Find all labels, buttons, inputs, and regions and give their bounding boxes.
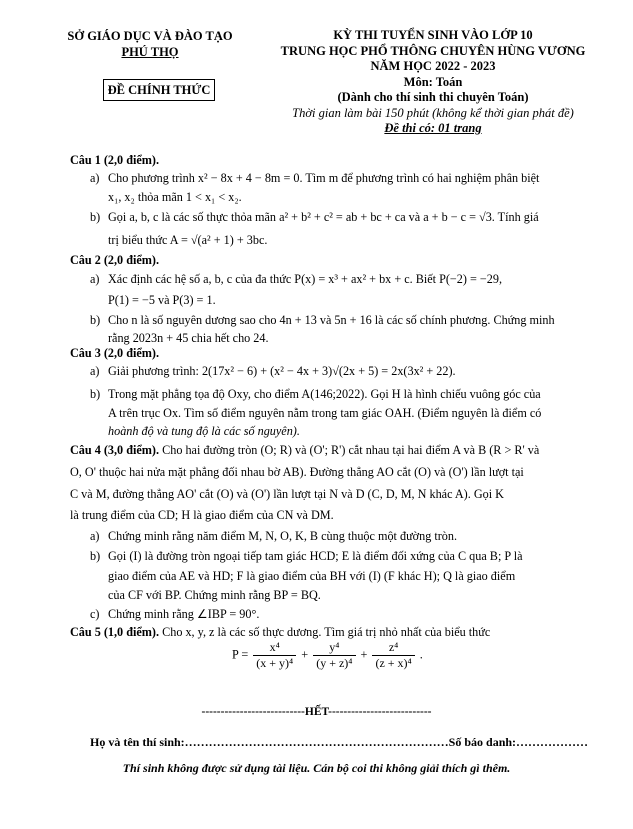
header-right bbox=[258, 28, 608, 137]
time-limit: Thời gian làm bài 150 phút (không kể thời gian phát đề) bbox=[292, 105, 574, 120]
school-year: NĂM HỌC 2022 - 2023 bbox=[370, 59, 496, 73]
department-name: SỞ GIÁO DỤC VÀ ĐÀO TẠO bbox=[67, 29, 233, 43]
fraction-1 bbox=[253, 640, 296, 671]
q5-title: Câu 5 (1,0 điểm). bbox=[70, 625, 160, 639]
q4-text-4: là trung điểm của CD; H là giao điểm của CN và DM. bbox=[70, 508, 334, 522]
q1b-label: b) bbox=[90, 210, 101, 224]
formula-end: . bbox=[419, 647, 423, 662]
q5-text-1: Cho x, y, z là các số thực dương. Tìm giá trị nhỏ nhất của biểu thức bbox=[159, 625, 491, 639]
q1b-text-2: trị biểu thức A = √(a² + 1) + 3bc. bbox=[108, 233, 268, 247]
q2a-text-2: P(1) = −5 và P(3) = 1. bbox=[108, 293, 216, 307]
q3b-text-2: A trên trục Ox. Tìm số điểm nguyên nằm trong tam giác OAH. (Điểm nguyên là điểm có bbox=[108, 406, 542, 420]
q1a-text-2: x₁, x₂ thỏa mãn 1 < x₁ < x₂. bbox=[108, 190, 242, 204]
q5-line-1 bbox=[70, 625, 633, 640]
q1a-text-1: Cho phương trình x² − 8x + 4 − 8m = 0. Tìm m để phương trình có hai nghiệm phân biệt bbox=[108, 171, 540, 185]
q4b-text-2: giao điểm của AE và HD; F là giao điểm của BH với (I) (F khác H); Q là giao điểm bbox=[108, 569, 516, 583]
fraction-2 bbox=[313, 640, 355, 671]
q1b-text-1: Gọi a, b, c là các số thực thỏa mãn a² + b² + c² = ab + bc + ca và a + b − c = √3. Tính giá bbox=[108, 210, 539, 224]
q4a-label: a) bbox=[90, 529, 100, 543]
plus-sign-2: + bbox=[360, 647, 368, 662]
fraction-2-numerator: y⁴ bbox=[313, 640, 355, 656]
fraction-3-numerator: z⁴ bbox=[372, 640, 414, 656]
q5-formula bbox=[232, 640, 423, 671]
q3b-text-3: hoành độ và tung độ là các số nguyên). bbox=[108, 424, 300, 438]
q4c-text-1: Chứng minh rằng ∠IBP = 90°. bbox=[108, 607, 260, 621]
fraction-2-denominator: (y + z)⁴ bbox=[316, 656, 353, 670]
subject: Môn: Toán bbox=[403, 74, 463, 89]
q4-text-1: Cho hai đường tròn (O; R) và (O'; R') cắt nhau tại hai điểm A và B (R > R' và bbox=[159, 443, 540, 457]
exam-title: KỲ THI TUYỂN SINH VÀO LỚP 10 bbox=[333, 28, 533, 42]
q2-title: Câu 2 (2,0 điểm). bbox=[70, 253, 160, 267]
q4b-text-1: Gọi (I) là đường tròn ngoại tiếp tam giác HCD; E là điểm đối xứng của C qua B; P là bbox=[108, 549, 523, 563]
q4-title: Câu 4 (3,0 điểm). bbox=[70, 443, 160, 457]
province-name: PHÚ THỌ bbox=[121, 45, 179, 59]
q4b-text-3: của CF với BP. Chứng minh rằng BP = BQ. bbox=[108, 588, 321, 602]
formula-lhs: P = bbox=[232, 647, 249, 662]
page-count: Đề thi có: 01 trang bbox=[384, 121, 482, 135]
q1-title: Câu 1 (2,0 điểm). bbox=[70, 153, 160, 167]
q4c-label: c) bbox=[90, 607, 100, 621]
q4-text-2: O, O' thuộc hai nửa mặt phẳng đối nhau bờ AB). Đường thẳng AO cắt (O) và (O') lần lượt tại bbox=[70, 465, 524, 479]
q4b-label: b) bbox=[90, 549, 101, 563]
official-exam-box: ĐỀ CHÍNH THỨC bbox=[103, 79, 215, 101]
audience: (Dành cho thí sinh thi chuyên Toán) bbox=[337, 90, 529, 104]
q2b-text-2: rằng 2023n + 45 chia hết cho 24. bbox=[108, 331, 269, 345]
q2b-label: b) bbox=[90, 313, 101, 327]
fraction-1-denominator: (x + y)⁴ bbox=[256, 656, 294, 670]
q4-text-3: C và M, đường thẳng AO' cắt (O) và (O') lần lượt tại N và D (C, D, M, N khác A). Gọi K bbox=[70, 487, 504, 501]
school-name: TRUNG HỌC PHỔ THÔNG CHUYÊN HÙNG VƯƠNG bbox=[280, 43, 586, 58]
q4a-text-1: Chứng minh rằng năm điểm M, N, O, K, B cùng thuộc một đường tròn. bbox=[108, 529, 458, 543]
q2b-text-1: Cho n là số nguyên dương sao cho 4n + 13 và 5n + 16 là các số chính phương. Chứng minh bbox=[108, 313, 555, 327]
q3a-text-1: Giải phương trình: 2(17x² − 6) + (x² − 4x + 3)√(2x + 5) = 2x(3x² + 22). bbox=[108, 364, 456, 378]
fraction-3-denominator: (z + x)⁴ bbox=[375, 656, 412, 670]
end-marker: ---------------------------HẾT--------------------------- bbox=[201, 706, 432, 718]
candidate-info-line: Họ và tên thí sinh:…………………………………………………………Số báo danh:……………… bbox=[90, 735, 589, 749]
q3b-text-1: Trong mặt phẳng tọa độ Oxy, cho điểm A(146;2022). Gọi H là hình chiếu vuông góc của bbox=[108, 387, 541, 401]
fraction-3 bbox=[372, 640, 414, 671]
q2a-label: a) bbox=[90, 272, 100, 286]
q3a-label: a) bbox=[90, 364, 100, 378]
q3-title: Câu 3 (2,0 điểm). bbox=[70, 346, 160, 360]
fraction-1-numerator: x⁴ bbox=[253, 640, 296, 656]
plus-sign-1: + bbox=[301, 647, 309, 662]
q2a-text-1: Xác định các hệ số a, b, c của đa thức P(x) = x³ + ax² + bx + c. Biết P(−2) = −29, bbox=[108, 272, 503, 286]
q3b-label: b) bbox=[90, 387, 101, 401]
q1a-label: a) bbox=[90, 171, 100, 185]
q4-line-1 bbox=[70, 443, 633, 458]
footer-note: Thí sinh không được sử dụng tài liệu. Cán bộ coi thi không giải thích gì thêm. bbox=[122, 761, 511, 775]
header-left bbox=[60, 28, 240, 60]
